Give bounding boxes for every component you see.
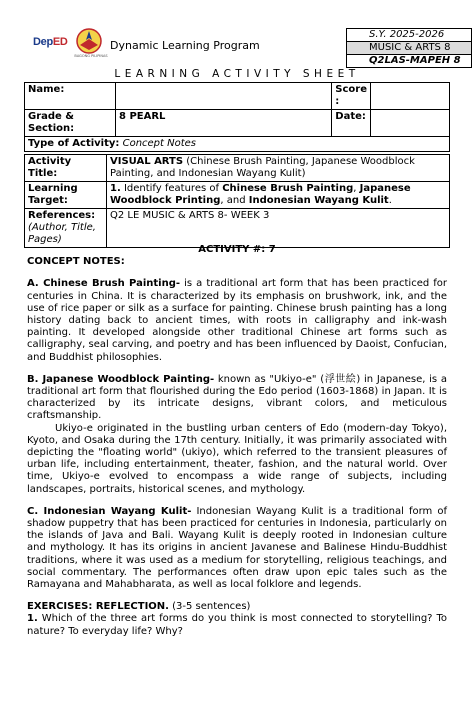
subject-label: MUSIC & ARTS 8 [347, 42, 471, 55]
activity-info-table [24, 154, 450, 248]
deped-logo: DepED [33, 36, 68, 48]
concept-notes-heading: CONCEPT NOTES: [27, 256, 125, 268]
module-code: Q2LAS-MAPEH 8 [369, 55, 461, 66]
section-a-chinese-brush-painting: A. Chinese Brush Painting- is a traditional art form that has been practiced for centuries in China. It is characterized by its emphasis on brushwork, ink, and the use of rice paper or silk as a surface for painting. Chinese brush painting has a long history dating back to ancient times, with roots in calligraphy and ink-wash painting. It developed alongside other traditional Chinese art forms such as calligraphy, seal carving, and poetry and has been influenced by Daoist, Confucian, and Buddhist philosophies. [27, 278, 447, 363]
references-label: References: (Author, Title, Pages) [25, 209, 107, 248]
section-b-ukiyo-e-paragraph: Ukiyo-e originated in the bustling urban centers of Edo (modern-day Tokyo), Kyoto, and Osaka during the 17th century. Initially, it was primarily associated with depicting the "floating world" (ukiyo), which referred to the transient pleasures of urban life, including entertainment, theater, fashion, and the natural world. Over time, Ukiyo-e evolved to encompass a wide range of subjects, including landscapes, portraits, historical scenes, and mythology. [27, 422, 447, 495]
grade-label: Grade & Section: [25, 110, 116, 137]
exercises-heading: EXERCISES: REFLECTION. (3-5 sentences) [27, 601, 251, 613]
seal-caption: BAGONG PILIPINAS [74, 54, 108, 58]
student-info-table [24, 82, 450, 152]
name-label: Name: [25, 83, 116, 110]
references-value: Q2 LE MUSIC & ARTS 8- WEEK 3 [107, 209, 450, 248]
program-name: Dynamic Learning Program [110, 39, 260, 52]
activity-number: ACTIVITY #: 7 [198, 244, 276, 255]
activity-type-row: Type of Activity: Concept Notes [25, 137, 450, 152]
exercise-question-1: 1. Which of the three art forms do you think is most connected to storytelling? To nature? To everyday life? Why? [27, 613, 447, 637]
document-header [30, 28, 461, 66]
score-label: Score : [332, 83, 371, 110]
bagong-pilipinas-seal-icon [76, 28, 102, 54]
section-c-indonesian-wayang-kulit: C. Indonesian Wayang Kulit- Indonesian Wayang Kulit is a traditional form of shadow puppetry that has been practiced for centuries in Indonesia, particularly on the islands of Java and Bali. Wayang Kulit is deeply rooted in Indonesian culture and mythology. It has its origins in ancient Javanese and Balinese Hindu-Buddhist traditions, where it was used as a medium for storytelling, religious teachings, and social commentary. The performances often draw upon epic tales such as the Ramayana and Mahabharata, as well as local folklore and legends. [27, 505, 447, 591]
activity-title-value: VISUAL ARTS (Chinese Brush Painting, Japanese Woodblock Painting, and Indonesian Wayang Kulit) [107, 155, 450, 182]
concept-notes-body [27, 244, 447, 638]
score-field[interactable] [371, 83, 450, 110]
learning-target-value: 1. Identify features of Chinese Brush Painting, Japanese Woodblock Printing, and Indonesian Wayang Kulit. [107, 182, 450, 209]
date-field[interactable] [371, 110, 450, 137]
name-field[interactable] [116, 83, 332, 110]
page-title: LEARNING ACTIVITY SHEET [114, 68, 360, 80]
date-label: Date: [332, 110, 371, 137]
learning-target-label: Learning Target: [25, 182, 107, 209]
section-b-japanese-woodblock: B. Japanese Woodblock Painting- known as "Ukiyo-e" (浮世絵) in Japanese, is a traditional art form that flourished during the Edo period (1603-1868) in Japan. It is characterized by its intricate designs, vibrant colors, and meticulous craftsmanship. [27, 373, 447, 422]
activity-title-label: Activity Title: [25, 155, 107, 182]
school-year-box [346, 28, 472, 68]
grade-value: 8 PEARL [116, 110, 332, 137]
school-year: S.Y. 2025-2026 [347, 29, 471, 42]
